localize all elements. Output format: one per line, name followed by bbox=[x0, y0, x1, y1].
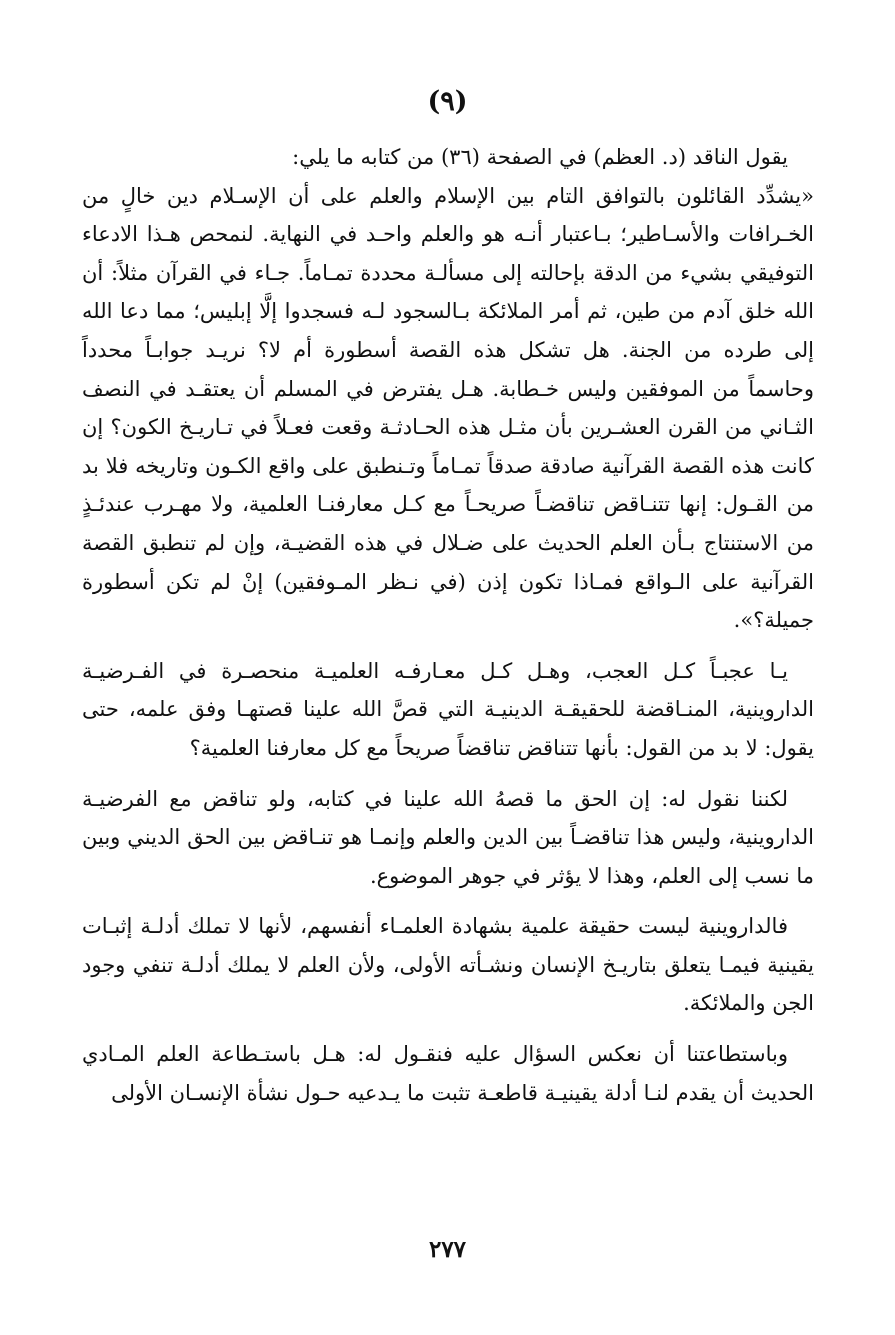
response-paragraph-1: يـا عجبـاً كـل العجب، وهـل كـل معـارفـه العلميـة منحصـرة في الفـرضيـة الداروينية، المنـاقضة للحقيقـة الدينيـة التي قصَّ الله علينا قصتهـا وفق علمه، حتى يقول: لا بد من القول: بأنها تتناقض تناقضاً صريحاً مع كل معارفنا العلمية؟ bbox=[82, 658, 814, 760]
page-number: ٢٧٧ bbox=[428, 1236, 467, 1263]
section-number: (٩) bbox=[427, 86, 468, 117]
response-paragraph-4: وباستطاعتنا أن نعكس السؤال عليه فنقـول له: هـل باستـطاعة العلم المـادي الحديث أن يقدم لنـا أدلة يقينيـة قاطعـة تثبت ما يـدعيه حـول نشأة الإنسـان الأولى bbox=[82, 1042, 814, 1105]
response-paragraph-2: لكننا نقول له: إن الحق ما قصهُ الله علينا في كتابه، ولو تناقض مع الفرضيـة الداروينية، وليس هذا تناقضـاً بين الدين والعلم وإنمـا هو تنـاقض بين الحق الديني وبين ما نسب إلى العلم، وهذا لا يؤثر في جوهر الموضوع. bbox=[82, 786, 814, 888]
body-text bbox=[82, 138, 814, 1112]
intro-paragraph: يقول الناقد (د. العظم) في الصفحة (٣٦) من كتابه ما يلي: bbox=[292, 145, 788, 169]
quoted-passage: «يشدِّد القائلون بالتوافق التام بين الإسلام والعلم على أن الإسـلام دين خالٍ من الخـرافات والأسـاطير؛ بـاعتبار أنـه هو والعلم واحـد في النهاية. لنمحص هـذا الادعاء التوفيقي بشيء من الدقة بإحالته إلى مسألـة محددة تمـاماً. جـاء في القرآن مثلاً: أن الله خلق آدم من طين، ثم أمر الملائكة بـالسجود لـه فسجدوا إلَّا إبليس؛ مما دعا الله إلى طرده من الجنة. هل تشكل هذه القصة أسطورة أم لا؟ نريـد جوابـاً محدداً وحاسماً من الموفقين وليس خـطابة. هـل يفترض في المسلم أن يعتقـد في النصف الثـاني من القرن العشـرين بأن مثـل هذه الحـادثـة وقعت فعـلاً في تـاريـخ الكون؟ إن كانت هذه القصة القرآنية صادقة صدقاً تمـاماً وتـنطبق على واقع الكـون وتاريخه فلا بد من القـول: إنها تتنـاقض تناقضـاً صريحـاً مع كـل معارفنـا العلمية، ولا مهـرب عندئـذٍ من الاستنتاج بـأن العلم الحديث على ضـلال في هذه القضيـة، وإن لم تنطبق القصة القرآنية على الـواقع فمـاذا تكون إذن (في نـظر المـوفقين) إنْ لم تكن أسطورة جميلة؟». bbox=[82, 183, 814, 633]
response-paragraph-3: فالداروينية ليست حقيقة علمية بشهادة العلمـاء أنفسهم، لأنها لا تملك أدلـة إثبـات يقينية فيمـا يتعلق بتاريـخ الإنسان ونشـأته الأولى، ولأن العلم لا يملك أدلـة تنفي وجود الجن والملائكة. bbox=[82, 914, 814, 1016]
